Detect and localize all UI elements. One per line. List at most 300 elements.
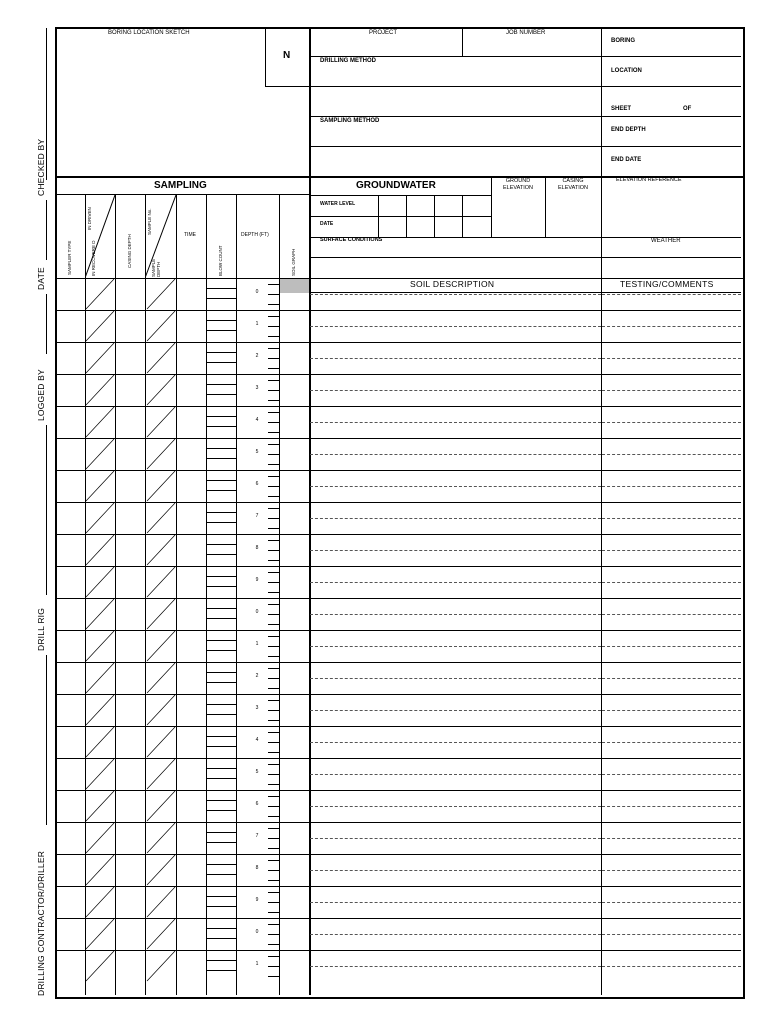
depth-tick (268, 348, 279, 349)
drilling-method-input-2[interactable] (320, 90, 598, 104)
depth-tick (268, 528, 279, 529)
recovery-cell-diagonal[interactable] (85, 566, 115, 598)
sample-cell-diagonal[interactable] (146, 790, 176, 822)
soil-description-line[interactable] (310, 502, 601, 503)
soil-description-line[interactable] (310, 662, 601, 663)
comments-dashed-line[interactable] (602, 902, 741, 903)
col-sample (176, 195, 177, 995)
depth-tick (268, 700, 279, 701)
comments-dashed-line[interactable] (602, 326, 741, 327)
testing-comments-label: TESTING/COMMENTS (620, 279, 714, 289)
blow-count-subline (206, 970, 236, 971)
north-box-bottom (265, 86, 310, 87)
sample-cell-diagonal[interactable] (146, 502, 176, 534)
soil-description-line[interactable] (310, 438, 601, 439)
depth-tick (268, 742, 279, 743)
depth-mark-label: 3 (255, 385, 259, 391)
blow-count-subline (206, 384, 236, 385)
sample-cell-diagonal[interactable] (146, 406, 176, 438)
sample-cell-diagonal[interactable] (146, 534, 176, 566)
end-date-input[interactable] (652, 153, 738, 167)
blow-count-subline (206, 554, 236, 555)
comments-line[interactable] (602, 374, 741, 375)
depth-tick (268, 560, 279, 561)
soil-description-line[interactable] (310, 854, 601, 855)
soil-description-dashed-line[interactable] (310, 646, 601, 647)
depth-mark-label: 6 (255, 801, 259, 807)
soil-description-dashed-line[interactable] (310, 806, 601, 807)
soil-description-line[interactable] (310, 726, 601, 727)
soil-description-dashed-line[interactable] (310, 326, 601, 327)
comments-dashed-line[interactable] (602, 870, 741, 871)
time-label: TIME (184, 232, 196, 238)
comments-line[interactable] (602, 822, 741, 823)
soil-description-dashed-line[interactable] (310, 454, 601, 455)
soil-description-line[interactable] (310, 886, 601, 887)
logged-by-line[interactable] (46, 294, 47, 354)
soil-graph-label: SOIL GRAPH (291, 248, 296, 276)
blow-count-subline (206, 352, 236, 353)
blow-count-subline (206, 874, 236, 875)
divider-comments (601, 28, 602, 995)
recovery-cell-diagonal[interactable] (85, 342, 115, 374)
blow-count-subline (206, 832, 236, 833)
recovery-cell-diagonal[interactable] (85, 758, 115, 790)
sample-cell-diagonal[interactable] (146, 854, 176, 886)
depth-tick (268, 336, 279, 337)
depth-tick (268, 764, 279, 765)
sample-cell-diagonal[interactable] (146, 950, 176, 982)
blow-count-subline (206, 938, 236, 939)
recovery-cell-diagonal[interactable] (85, 470, 115, 502)
right-line-2 (601, 86, 741, 87)
depth-tick (268, 966, 279, 967)
sample-cell-diagonal[interactable] (146, 886, 176, 918)
recovery-cell-diagonal[interactable] (85, 598, 115, 630)
comments-dashed-line[interactable] (602, 358, 741, 359)
blow-count-subline (206, 746, 236, 747)
blow-count-subline (206, 704, 236, 705)
comments-dashed-line[interactable] (602, 934, 741, 935)
depth-tick (268, 838, 279, 839)
logged-by-label: LOGGED BY (36, 369, 46, 421)
sample-cell-diagonal[interactable] (146, 470, 176, 502)
depth-tick (268, 400, 279, 401)
comments-line[interactable] (602, 566, 741, 567)
drilling-contractor-line[interactable] (46, 655, 47, 825)
blow-count-subline (206, 522, 236, 523)
right-line-4 (601, 146, 741, 147)
blow-count-subline (206, 490, 236, 491)
soil-description-dashed-line[interactable] (310, 742, 601, 743)
sample-cell-diagonal[interactable] (146, 918, 176, 950)
comments-line[interactable] (602, 950, 741, 951)
depth-mark-label: 1 (255, 961, 259, 967)
depth-mark-label: 0 (255, 609, 259, 615)
weather-label: WEATHER (651, 238, 681, 244)
job-number-label: JOB NUMBER (506, 30, 546, 36)
comments-dashed-line[interactable] (602, 294, 741, 295)
depth-mark-label: 5 (255, 769, 259, 775)
recovery-cell-diagonal[interactable] (85, 310, 115, 342)
sampling-method-input-2[interactable] (320, 150, 598, 164)
soil-description-line[interactable] (310, 342, 601, 343)
blow-count-subline (206, 672, 236, 673)
recovery-cell-diagonal[interactable] (85, 822, 115, 854)
gw-date-label: DATE (320, 221, 334, 227)
depth-tick (268, 870, 279, 871)
comments-dashed-line[interactable] (602, 838, 741, 839)
blow-count-subline (206, 768, 236, 769)
col-blow-count (236, 195, 237, 995)
sampling-title: SAMPLING (154, 180, 207, 191)
soil-description-dashed-line[interactable] (310, 966, 601, 967)
blow-count-subline (206, 448, 236, 449)
recovery-cell-diagonal[interactable] (85, 854, 115, 886)
header-line-1 (310, 56, 741, 57)
depth-tick (268, 508, 279, 509)
depth-tick (268, 976, 279, 977)
water-level-line (310, 216, 491, 217)
depth-tick (268, 892, 279, 893)
sample-cell-diagonal[interactable] (146, 758, 176, 790)
col-recovery (115, 195, 116, 995)
recovery-cell-diagonal[interactable] (85, 694, 115, 726)
soil-description-dashed-line[interactable] (310, 710, 601, 711)
soil-description-line[interactable] (310, 406, 601, 407)
surface-conditions-label: SURFACE CONDITIONS (320, 237, 383, 243)
sample-cell-diagonal[interactable] (146, 374, 176, 406)
comments-line[interactable] (602, 726, 741, 727)
soil-description-line[interactable] (310, 534, 601, 535)
recovery-cell-diagonal[interactable] (85, 278, 115, 310)
recovery-cell-diagonal[interactable] (85, 662, 115, 694)
comments-dashed-line[interactable] (602, 614, 741, 615)
gw-col-4 (462, 196, 463, 237)
depth-mark-label: 8 (255, 865, 259, 871)
comments-line[interactable] (602, 918, 741, 919)
depth-mark-label: 1 (255, 321, 259, 327)
comments-dashed-line[interactable] (602, 774, 741, 775)
end-depth-input[interactable] (658, 123, 738, 137)
blow-count-subline (206, 416, 236, 417)
comments-dashed-line[interactable] (602, 518, 741, 519)
gw-col-3 (434, 196, 435, 237)
depth-tick (268, 476, 279, 477)
depth-tick (268, 956, 279, 957)
recovery-cell-diagonal[interactable] (85, 534, 115, 566)
checked-by-line[interactable] (46, 28, 47, 180)
blow-count-subline (206, 714, 236, 715)
depth-tick (268, 668, 279, 669)
depth-tick (268, 550, 279, 551)
depth-tick (268, 572, 279, 573)
soil-description-line[interactable] (310, 566, 601, 567)
depth-tick (268, 518, 279, 519)
sample-cell-diagonal[interactable] (146, 342, 176, 374)
soil-description-dashed-line[interactable] (310, 550, 601, 551)
ground-elevation-label: GROUND ELEVATION (502, 178, 534, 191)
comments-line[interactable] (602, 854, 741, 855)
job-number-input[interactable] (465, 38, 599, 54)
depth-tick (268, 432, 279, 433)
depth-tick (268, 444, 279, 445)
depth-mark-label: 6 (255, 481, 259, 487)
elevation-reference-input[interactable] (604, 190, 738, 234)
header-line-3 (310, 116, 741, 117)
surface-line (310, 257, 741, 258)
blow-count-subline (206, 288, 236, 289)
sampling-method-label: SAMPLING METHOD (320, 118, 380, 124)
groundwater-title: GROUNDWATER (356, 180, 436, 191)
soil-description-dashed-line[interactable] (310, 582, 601, 583)
sample-cell-diagonal[interactable] (146, 630, 176, 662)
comments-line[interactable] (602, 502, 741, 503)
depth-tick (268, 678, 279, 679)
sample-cell-diagonal[interactable] (146, 310, 176, 342)
sample-depth-label: SAMPLE DEPTH (151, 258, 161, 277)
blow-count-subline (206, 928, 236, 929)
water-level-label: WATER LEVEL (320, 201, 356, 207)
sample-cell-diagonal[interactable] (146, 822, 176, 854)
comments-dashed-line[interactable] (602, 966, 741, 967)
gw-col-1 (378, 196, 379, 237)
boring-location-sketch-area[interactable] (56, 40, 264, 175)
blow-count-subline (206, 586, 236, 587)
blow-count-subline (206, 736, 236, 737)
depth-mark-label: 4 (255, 417, 259, 423)
blow-count-subline (206, 512, 236, 513)
comments-line[interactable] (602, 694, 741, 695)
sample-cell-diagonal[interactable] (146, 598, 176, 630)
depth-tick (268, 912, 279, 913)
header-line-4 (310, 146, 601, 147)
comments-line[interactable] (602, 662, 741, 663)
depth-mark-label: 4 (255, 737, 259, 743)
blow-count-subline (206, 320, 236, 321)
soil-description-dashed-line[interactable] (310, 934, 601, 935)
depth-tick (268, 486, 279, 487)
comments-line[interactable] (602, 470, 741, 471)
elevation-reference-label: ELEVATION REFERENCE (616, 177, 682, 183)
comments-line[interactable] (602, 598, 741, 599)
casing-elevation-left (545, 177, 546, 238)
depth-tick (268, 604, 279, 605)
soil-description-dashed-line[interactable] (310, 518, 601, 519)
sample-cell-diagonal[interactable] (146, 566, 176, 598)
comments-line[interactable] (602, 438, 741, 439)
soil-description-dashed-line[interactable] (310, 774, 601, 775)
comments-dashed-line[interactable] (602, 550, 741, 551)
comments-line[interactable] (602, 406, 741, 407)
soil-description-dashed-line[interactable] (310, 358, 601, 359)
recovery-cell-diagonal[interactable] (85, 886, 115, 918)
comments-line[interactable] (602, 886, 741, 887)
recovery-cell-diagonal[interactable] (85, 630, 115, 662)
weather-input[interactable] (604, 259, 738, 275)
col-depth (279, 195, 280, 995)
north-box-left (265, 28, 266, 87)
sampling-method-input[interactable] (320, 128, 598, 144)
depth-tick (268, 422, 279, 423)
comments-dashed-line[interactable] (602, 646, 741, 647)
soil-description-line[interactable] (310, 310, 601, 311)
comments-dashed-line[interactable] (602, 806, 741, 807)
depth-tick (268, 710, 279, 711)
blow-count-subline (206, 960, 236, 961)
north-label: N (283, 50, 291, 61)
sheet-input[interactable] (636, 102, 676, 114)
project-divider (462, 28, 463, 56)
soil-description-dashed-line[interactable] (310, 614, 601, 615)
in-driven-label: IN DRIVEN (87, 207, 92, 230)
soil-description-line[interactable] (310, 790, 601, 791)
sample-cell-diagonal[interactable] (146, 662, 176, 694)
soil-description-line[interactable] (310, 374, 601, 375)
groundwater-title-line (310, 195, 491, 196)
boring-label: BORING (611, 38, 635, 44)
comments-line[interactable] (602, 758, 741, 759)
comments-dashed-line[interactable] (602, 742, 741, 743)
comments-dashed-line[interactable] (602, 678, 741, 679)
blow-count-subline (206, 480, 236, 481)
recovery-cell-diagonal[interactable] (85, 502, 115, 534)
blow-count-subline (206, 544, 236, 545)
sample-cell-diagonal[interactable] (146, 438, 176, 470)
sample-cell-diagonal[interactable] (146, 694, 176, 726)
depth-mark-label: 0 (255, 289, 259, 295)
blow-count-subline (206, 640, 236, 641)
blow-count-subline (206, 362, 236, 363)
recovery-cell-diagonal[interactable] (85, 790, 115, 822)
drilling-method-input[interactable] (320, 68, 598, 84)
depth-mark-label: 1 (255, 641, 259, 647)
soil-description-dashed-line[interactable] (310, 838, 601, 839)
depth-tick (268, 934, 279, 935)
recovery-cell-diagonal[interactable] (85, 374, 115, 406)
header-line-2 (310, 86, 601, 87)
soil-description-dashed-line[interactable] (310, 486, 601, 487)
in-recovered-label: IN RECOVERE D (91, 240, 96, 276)
comments-dashed-line[interactable] (602, 582, 741, 583)
location-input[interactable] (655, 64, 737, 80)
blow-count-subline (206, 618, 236, 619)
comments-line[interactable] (602, 534, 741, 535)
divider-main (309, 28, 311, 995)
soil-description-line[interactable] (310, 918, 601, 919)
surface-conditions-input[interactable] (320, 259, 598, 275)
blow-count-subline (206, 394, 236, 395)
recovery-cell-diagonal[interactable] (85, 406, 115, 438)
checked-by-label: CHECKED BY (36, 138, 46, 196)
blow-count-subline (206, 896, 236, 897)
sample-cell-diagonal[interactable] (146, 726, 176, 758)
recovery-cell-diagonal[interactable] (85, 726, 115, 758)
soil-description-dashed-line[interactable] (310, 390, 601, 391)
recovery-cell-diagonal[interactable] (85, 918, 115, 950)
depth-mark-label: 7 (255, 513, 259, 519)
depth-tick (268, 464, 279, 465)
sample-cell-diagonal[interactable] (146, 278, 176, 310)
depth-tick (268, 582, 279, 583)
end-depth-label: END DEPTH (611, 127, 646, 133)
log-header-line (310, 292, 741, 293)
blow-count-label: BLOW COUNT (218, 245, 223, 276)
depth-tick (268, 284, 279, 285)
comments-line[interactable] (602, 342, 741, 343)
comments-dashed-line[interactable] (602, 486, 741, 487)
sheet-label: SHEET (611, 106, 632, 112)
comments-line[interactable] (602, 790, 741, 791)
soil-description-dashed-line[interactable] (310, 294, 601, 295)
soil-description-dashed-line[interactable] (310, 422, 601, 423)
soil-description-line[interactable] (310, 694, 601, 695)
depth-tick (268, 944, 279, 945)
recovery-cell-diagonal[interactable] (85, 438, 115, 470)
depth-tick (268, 316, 279, 317)
soil-description-line[interactable] (310, 470, 601, 471)
soil-description-dashed-line[interactable] (310, 870, 601, 871)
comments-line[interactable] (602, 310, 741, 311)
project-input[interactable] (312, 38, 460, 54)
depth-tick (268, 636, 279, 637)
date-line[interactable] (46, 200, 47, 260)
depth-tick (268, 380, 279, 381)
sheet-of-input[interactable] (697, 102, 737, 114)
depth-tick (268, 688, 279, 689)
depth-tick (268, 784, 279, 785)
soil-description-line[interactable] (310, 598, 601, 599)
blow-count-subline (206, 778, 236, 779)
depth-mark-label: 3 (255, 705, 259, 711)
location-label: LOCATION (611, 68, 642, 74)
depth-tick (268, 656, 279, 657)
depth-tick (268, 496, 279, 497)
soil-description-line[interactable] (310, 758, 601, 759)
depth-tick (268, 880, 279, 881)
recovery-cell-diagonal[interactable] (85, 950, 115, 982)
casing-elevation-label: CASING ELEVATION (557, 178, 589, 191)
depth-tick (268, 774, 279, 775)
date-label: DATE (36, 267, 46, 290)
depth-mark-label: 2 (255, 673, 259, 679)
comments-dashed-line[interactable] (602, 454, 741, 455)
depth-tick (268, 902, 279, 903)
soil-graph-shade (280, 279, 309, 293)
soil-description-dashed-line[interactable] (310, 678, 601, 679)
boring-input[interactable] (645, 34, 737, 50)
blow-count-subline (206, 682, 236, 683)
depth-tick (268, 326, 279, 327)
comments-dashed-line[interactable] (602, 422, 741, 423)
soil-description-line[interactable] (310, 950, 601, 951)
soil-description-line[interactable] (310, 822, 601, 823)
blow-count-subline (206, 650, 236, 651)
comments-dashed-line[interactable] (602, 710, 741, 711)
depth-mark-label: 0 (255, 929, 259, 935)
comments-line[interactable] (602, 630, 741, 631)
soil-description-line[interactable] (310, 630, 601, 631)
drill-rig-line[interactable] (46, 425, 47, 595)
blow-count-subline (206, 810, 236, 811)
depth-mark-label: 9 (255, 897, 259, 903)
soil-description-dashed-line[interactable] (310, 902, 601, 903)
casing-depth-label: CASING DEPTH (127, 234, 132, 268)
blow-count-subline (206, 458, 236, 459)
comments-dashed-line[interactable] (602, 390, 741, 391)
depth-mark-label: 7 (255, 833, 259, 839)
depth-tick (268, 720, 279, 721)
